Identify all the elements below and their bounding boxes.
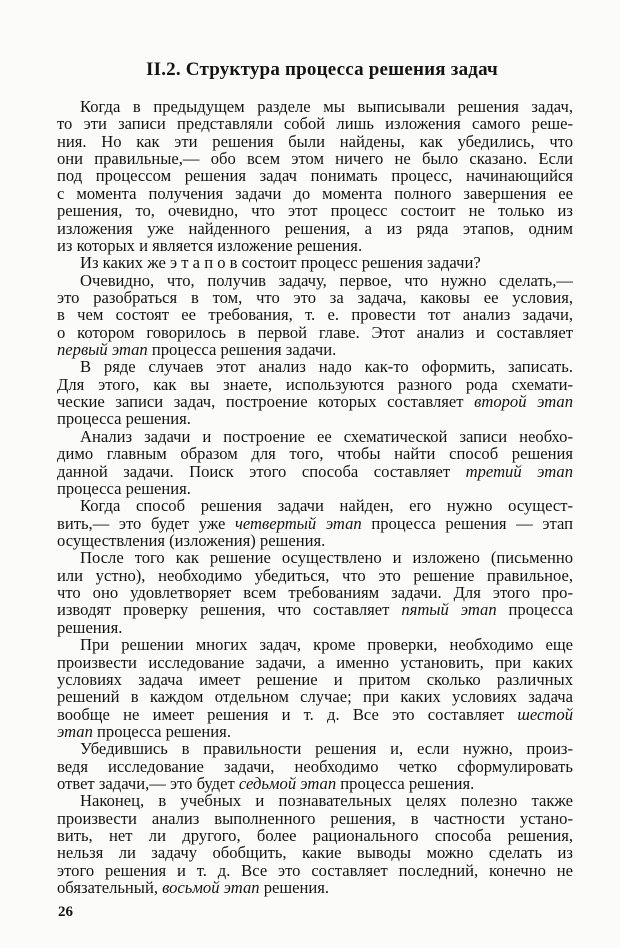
text-segment: Когда способ решения задачи найден, его нужно осущест-: [80, 496, 573, 516]
text-segment: В ряде случаев этот анализ надо как-то оформить, записать.: [80, 357, 573, 377]
text-line: [57, 740, 573, 757]
text-segment: решений в каждом отдельном случае; при каких условиях задача: [57, 687, 573, 707]
text-line: [57, 115, 573, 132]
text-line: [57, 185, 573, 202]
text-segment: вить,— это будет уже: [57, 513, 235, 533]
text-line: [57, 289, 573, 306]
text-segment: ния. Но как эти решения были найдены, как убедились, что: [57, 131, 573, 151]
text-segment: изводят проверку решения, что составляет: [57, 600, 402, 620]
text-segment: При решении многих задач, кроме проверки, необходимо еще: [80, 635, 573, 655]
text-line: [57, 775, 573, 792]
text-segment: данной задачи. Поиск этого способа составляет: [57, 461, 466, 481]
text-segment: ответ задачи,— это будет: [57, 774, 239, 794]
emphasized-stage-term: второй этап: [474, 392, 573, 412]
text-segment: то эти записи представляли собой лишь изложения самого реше-: [57, 114, 573, 134]
text-segment: изложения уже найденного решения, а из ряда этапов, одним: [57, 218, 573, 238]
text-segment: Наконец, в учебных и познавательных целях полезно также: [80, 791, 573, 811]
text-segment: с момента получения задачи до момента полного завершения ее: [57, 183, 573, 203]
text-segment: Когда в предыдущем разделе мы выписывали решения задач,: [80, 97, 573, 116]
text-segment: процесса решения — этап: [361, 513, 573, 533]
paragraph: [57, 636, 573, 740]
text-line: [57, 532, 573, 549]
paragraph: [57, 254, 573, 271]
text-line: [57, 862, 573, 879]
paragraph: [57, 98, 573, 254]
text-line: [57, 167, 573, 184]
text-segment: димо главным образом для того, чтобы найти способ решения: [57, 444, 573, 464]
text-segment: Из каких же э т а п о в состоит процесс решения задачи?: [80, 253, 481, 273]
paragraph: [57, 272, 573, 359]
text-segment: ведя исследование задачи, необходимо четко сформулировать: [57, 756, 573, 776]
text-segment: произвести исследование задачи, а именно установить, при каких: [57, 652, 573, 672]
emphasized-stage-term: четвертый этап: [235, 513, 362, 533]
text-line: [57, 150, 573, 167]
text-line: [57, 272, 573, 289]
text-segment: решения.: [57, 617, 123, 637]
emphasized-stage-term: восьмой этап: [162, 878, 260, 898]
page-number: 26: [58, 904, 73, 920]
emphasized-stage-term: первый этап: [57, 340, 148, 360]
text-segment: процесса решения.: [57, 409, 191, 429]
text-segment: После того как решение осуществлено и изложено (письменно: [80, 548, 573, 568]
emphasized-stage-term: шестой: [517, 704, 573, 724]
text-segment: процесса: [496, 600, 573, 620]
text-line: [57, 410, 573, 427]
text-line: [57, 497, 573, 514]
text-segment: или устно), необходимо убедиться, что это решение правильное,: [57, 565, 573, 585]
text-line: [57, 341, 573, 358]
text-line: [57, 601, 573, 618]
text-segment: вить, нет ли другого, более рационального способа решения,: [57, 826, 573, 846]
text-segment: Очевидно, что, получив задачу, первое, что нужно сделать,—: [80, 270, 573, 290]
text-line: [57, 706, 573, 723]
paragraph: [57, 497, 573, 549]
text-line: [57, 549, 573, 566]
text-line: [57, 393, 573, 410]
paragraph: [57, 792, 573, 896]
text-line: [57, 376, 573, 393]
text-segment: процесса решения.: [57, 478, 191, 498]
text-line: [57, 480, 573, 497]
text-segment: решения.: [259, 878, 330, 898]
text-line: [57, 254, 573, 271]
section-heading: II.2. Структура процесса решения задач: [146, 59, 498, 80]
text-line: [57, 758, 573, 775]
text-line: [57, 584, 573, 601]
text-line: [57, 671, 573, 688]
text-line: [57, 324, 573, 341]
text-line: [57, 237, 573, 254]
paragraph: [57, 740, 573, 792]
text-segment: что оно удовлетворяет всем требованиям задачи. Для этого про-: [57, 583, 573, 603]
text-line: [57, 428, 573, 445]
body-text: [57, 98, 573, 897]
text-line: [57, 567, 573, 584]
text-segment: процесса решения задачи.: [147, 340, 337, 360]
text-segment: ческие записи задач, построение которых составляет: [57, 392, 475, 412]
text-line: [57, 636, 573, 653]
emphasized-stage-term: седьмой этап: [238, 774, 337, 794]
text-segment: Убедившись в правильности решения и, если нужно, произ-: [80, 739, 573, 759]
text-segment: процесса решения.: [336, 774, 475, 794]
text-line: [57, 98, 573, 115]
text-segment: это разобраться в том, что это за задача, каковы ее условия,: [57, 287, 573, 307]
paragraph: [57, 549, 573, 636]
text-line: [57, 515, 573, 532]
emphasized-stage-term: третий этап: [465, 461, 574, 481]
paragraph: [57, 428, 573, 497]
text-line: [57, 792, 573, 809]
text-segment: процесса решения.: [92, 721, 231, 741]
text-line: [57, 723, 573, 740]
text-line: [57, 654, 573, 671]
paragraph: [57, 358, 573, 427]
text-line: [57, 844, 573, 861]
text-line: [57, 688, 573, 705]
text-segment: осуществления (изложения) решения.: [57, 530, 326, 550]
emphasized-stage-term: этап: [57, 721, 93, 741]
text-line: [57, 827, 573, 844]
text-line: [57, 133, 573, 150]
text-line: [57, 445, 573, 462]
text-line: [57, 879, 573, 896]
text-line: [57, 202, 573, 219]
text-segment: они правильные,— обо всем этом ничего не было сказано. Если: [57, 149, 573, 169]
text-segment: Анализ задачи и построение ее схематической записи необхо-: [80, 426, 573, 446]
text-segment: нельзя ли задачу обобщить, какие выводы можно сделать из: [57, 843, 573, 863]
text-segment: в чем состоят ее требования, т. е. провести тот анализ задачи,: [57, 305, 573, 325]
text-line: [57, 358, 573, 375]
text-line: [57, 220, 573, 237]
text-line: [57, 463, 573, 480]
text-segment: решения, то, очевидно, что этот процесс состоит не только из: [57, 201, 573, 221]
text-segment: вообще не имеет решения и т. д. Все это составляет: [57, 704, 518, 724]
text-segment: Для этого, как вы знаете, используются разного рода схемати-: [57, 374, 573, 394]
text-segment: этого решения и т. д. Все это составляет последний, конечно не: [57, 860, 573, 880]
text-line: [57, 810, 573, 827]
text-segment: обязательный,: [57, 878, 163, 898]
emphasized-stage-term: пятый этап: [401, 600, 497, 620]
text-segment: о котором говорилось в первой главе. Этот анализ и составляет: [57, 322, 573, 342]
text-line: [57, 619, 573, 636]
text-segment: из которых и является изложение решения.: [57, 235, 363, 255]
text-segment: под процессом решения задач понимать процесс, начинающийся: [57, 166, 573, 186]
text-line: [57, 306, 573, 323]
text-segment: условиях задача имеет решение и притом сколько различных: [57, 669, 573, 689]
text-segment: произвести анализ выполненного решения, в частности устано-: [57, 808, 573, 828]
